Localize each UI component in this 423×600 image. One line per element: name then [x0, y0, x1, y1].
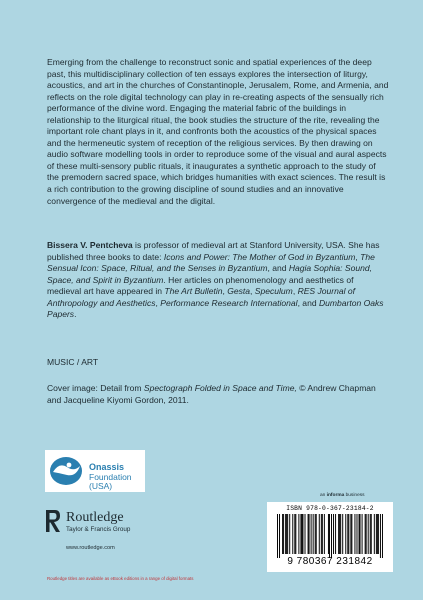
barcode-bar: [300, 514, 301, 554]
barcode-bar: [316, 514, 317, 554]
barcode-bars: [277, 514, 383, 558]
routledge-logo: [45, 507, 165, 543]
publisher-name: Routledge: [66, 510, 124, 525]
barcode-bar: [331, 514, 332, 558]
artwork-title: Spectograph Folded in Space and Time,: [143, 383, 297, 393]
onassis-emblem-icon: [45, 450, 89, 492]
isbn-digits: 9 780367 231842: [287, 556, 373, 567]
barcode-bar: [287, 514, 288, 554]
subject-category: MUSIC / ART: [47, 357, 99, 367]
informa-prefix: an: [320, 493, 327, 498]
barcode-bar: [340, 514, 341, 554]
bio-text: .: [74, 309, 77, 320]
barcode-bar: [319, 514, 320, 554]
barcode-bar: [354, 514, 355, 554]
barcode-bar: [347, 514, 348, 554]
barcode-bar: [308, 514, 309, 554]
barcode-bar: [289, 514, 290, 554]
barcode-bar: [374, 514, 375, 554]
barcode-bar: [360, 514, 361, 554]
barcode-bar: [351, 514, 352, 554]
cover-credit: [47, 383, 389, 406]
barcode-bar: [382, 514, 383, 558]
barcode-bar: [279, 514, 280, 558]
barcode-bar: [283, 514, 284, 554]
barcode-bar: [348, 514, 349, 554]
informa-tagline: [320, 493, 365, 498]
barcode-bar: [329, 514, 330, 558]
barcode-bar: [286, 514, 287, 554]
journal-title: The Art Bulletin: [164, 286, 223, 297]
barcode-bar: [295, 514, 296, 554]
bio-text: , and: [267, 263, 289, 274]
book-description: Emerging from the challenge to reconstruct sonic and spatial experiences of the deep past, this multidisciplinary collection of ten essays explores the intersection of liturgy, acoustics, and art in the churches of Constantinople, Jerusalem, Rome, and Armenia, and reflects on the role digital technology can play in re-creating aspects of the sensually rich performance of the divine word. Engaging the material fabric of the buildings in relationship to the liturgical ritual, the book studies the structure of the rite, revealing the important role chant plays in it, and confronts both the acoustics of the physical spaces and the hermeneutic system of reception of the religious services. By then drawing on audio software modelling tools in order to reproduce some of the visual and aural aspects of these multi-sensory public rituals, it inaugurates a synthetic approach to the study of the premodern sacred space, which bridges humanities with exact sciences. The result is a rich contribution to the growing discipline of sound studies and an innovative convergence of the medieval and the digital.: [47, 57, 389, 206]
barcode-bar: [285, 514, 286, 554]
barcode-bar: [359, 514, 360, 554]
barcode-bar: [378, 514, 379, 554]
bio-text: is professor of medieval art at Stanford University, USA. She has published three books to date:: [47, 240, 380, 262]
author-bio: [47, 240, 389, 321]
barcode-bar: [294, 514, 295, 554]
cover-credit-text: © Andrew Chapman and Jacqueline Kiyomi Gordon, 2011.: [47, 383, 376, 405]
book-title: The Sensual Icon: Space, Ritual, and the Senses in Byzantium: [47, 251, 375, 274]
bio-text: ,: [292, 286, 298, 297]
isbn-label: ISBN 978-0-367-23184-2: [286, 505, 374, 512]
bio-text: ,: [250, 286, 255, 297]
barcode-bar: [305, 514, 306, 554]
barcode-bar: [362, 514, 363, 554]
barcode-bar: [380, 514, 381, 558]
barcode-bar: [365, 514, 366, 554]
barcode-bar: [376, 514, 377, 554]
barcode-bar: [322, 514, 323, 554]
barcode-bar: [333, 514, 334, 554]
bio-text: , and: [297, 297, 319, 308]
barcode-bar: [328, 514, 329, 554]
barcode-bar: [282, 514, 283, 554]
author-name: Bissera V. Pentcheva: [47, 240, 133, 250]
onassis-logo: [45, 450, 145, 492]
barcode-bar: [371, 514, 372, 554]
barcode-bar: [345, 514, 346, 554]
onassis-name: Onassis: [89, 462, 125, 472]
journal-title: Performance Research International: [160, 297, 298, 308]
barcode-bar: [366, 514, 367, 554]
barcode-bar: [321, 514, 322, 554]
barcode-bar: [311, 514, 312, 554]
journal-title: Gesta: [227, 286, 251, 297]
ebook-notice: Routledge titles are available as eBook editions in a range of digital formats: [47, 576, 194, 581]
journal-title: RES Journal of Anthropology and Aesthetics: [47, 286, 356, 308]
barcode-bar: [368, 514, 369, 554]
barcode-bar: [309, 514, 310, 554]
barcode-bar: [370, 514, 371, 554]
barcode-bar: [339, 514, 340, 554]
informa-brand: informa: [326, 493, 345, 498]
cover-credit-text: Cover image: Detail from: [47, 383, 144, 393]
barcode-bar: [315, 514, 316, 554]
informa-suffix: business: [344, 493, 365, 498]
barcode-bar: [313, 514, 314, 554]
onassis-subtitle: Foundation (USA): [89, 472, 132, 491]
barcode-bar: [277, 514, 278, 558]
barcode-bar: [301, 514, 302, 554]
book-title: Hagia Sophia: Sound, Space, and Spirit in Byzantium: [47, 263, 373, 285]
barcode-bar: [342, 514, 343, 554]
publisher-url[interactable]: www.routledge.com: [66, 545, 115, 551]
bio-text: ,: [355, 251, 361, 262]
barcode-bar: [302, 514, 303, 554]
barcode-bar: [377, 514, 378, 554]
barcode-bar: [292, 514, 293, 554]
publisher-group: Taylor & Francis Group: [66, 526, 131, 533]
barcode-bar: [338, 514, 339, 554]
barcode-bar: [298, 514, 299, 554]
journal-title: Dumbarton Oaks Papers: [47, 297, 384, 320]
bio-text: . Her articles on phenomenology and aesthetics of medieval art have appeared in: [47, 274, 354, 297]
bio-text: ,: [222, 286, 228, 297]
barcode-bar: [357, 514, 358, 554]
barcode-bar: [324, 514, 325, 554]
isbn-barcode: [267, 502, 393, 572]
routledge-r-icon: [45, 509, 61, 533]
journal-title: Speculum: [254, 286, 293, 297]
barcode-bar: [350, 514, 351, 554]
book-title: Icons and Power: The Mother of God in Byzantium: [163, 251, 356, 262]
bio-text: ,: [155, 297, 161, 308]
barcode-bar: [335, 514, 336, 554]
